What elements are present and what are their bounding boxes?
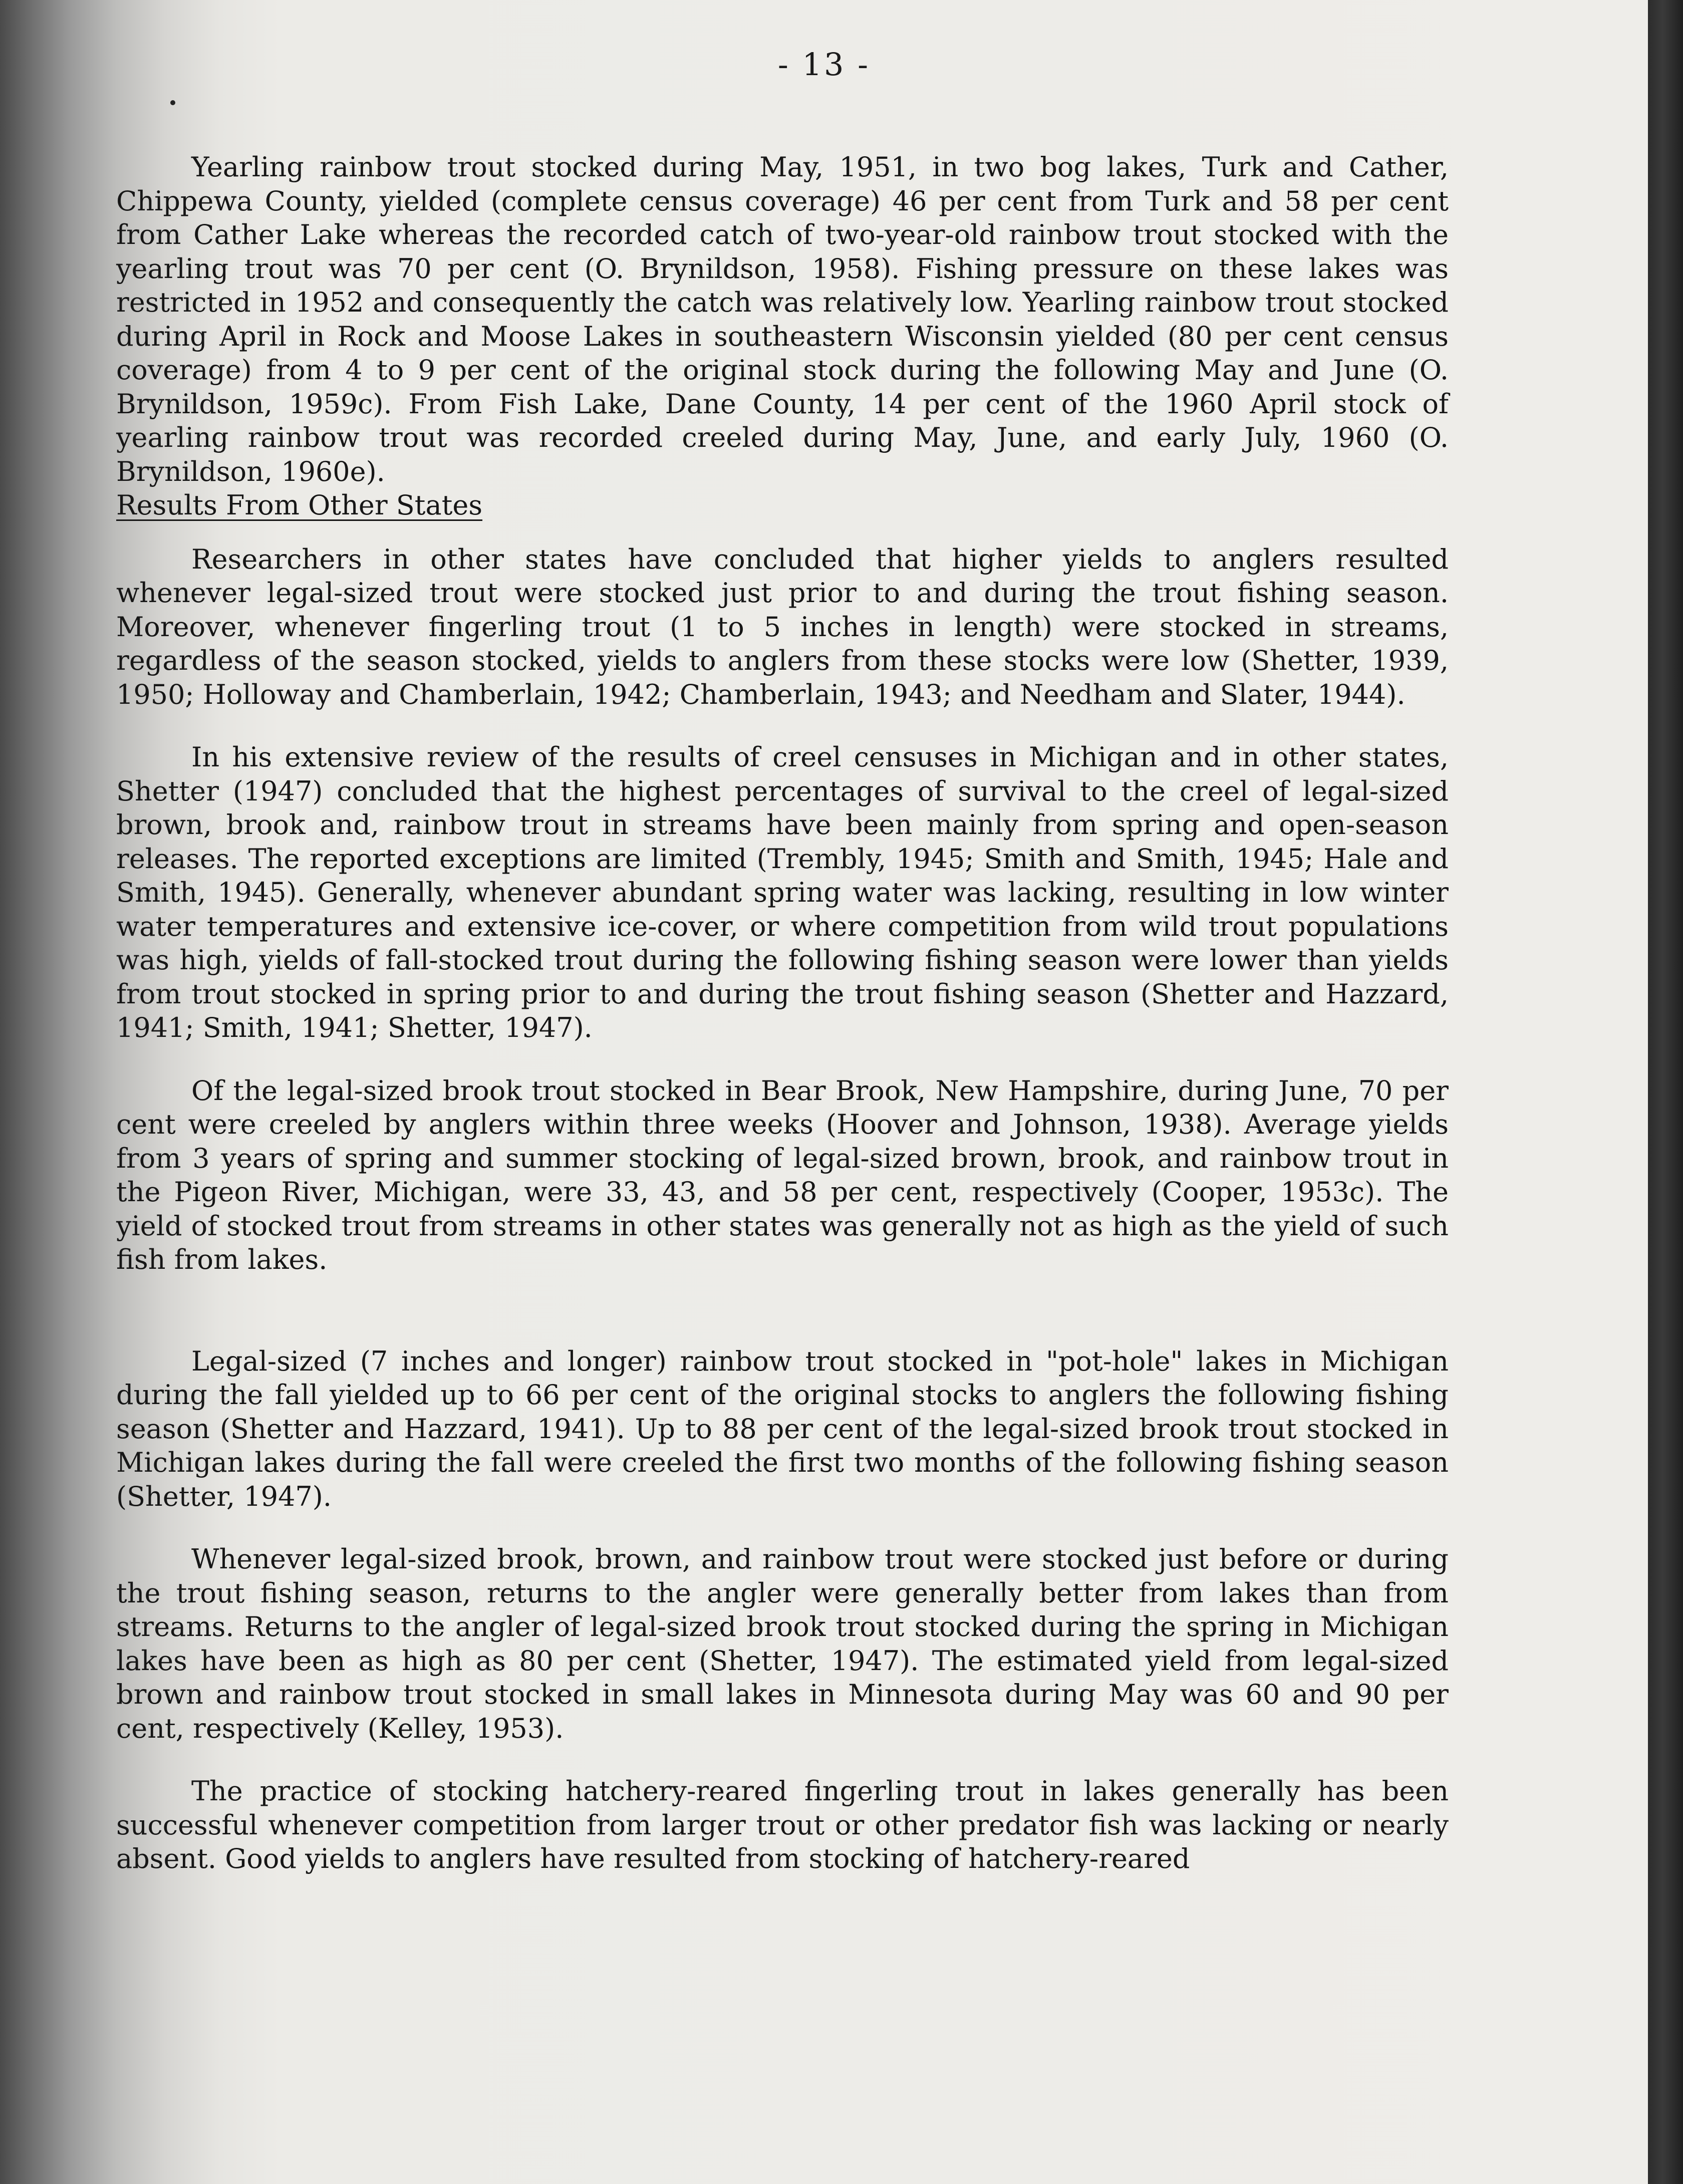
section-heading bbox=[116, 488, 1449, 522]
scan-speck bbox=[170, 100, 175, 105]
paragraph-fingerling-lakes: The practice of stocking hatchery-reared fingerling trout in lakes generally has been successful whenever competition from larger trout or other predator fish was lacking or nearly absent. Good yields to anglers have resulted from stocking of hatchery-reared bbox=[116, 1775, 1449, 1874]
paragraph-lakes-vs-streams: Whenever legal-sized brook, brown, and rainbow trout were stocked just before or during the trout fishing season, returns to the angler were generally better from lakes than from streams. Returns to the angler of legal-sized brook trout stocked during the spring in Michigan lakes have been as high as 80 per cent (Shetter, 1947). The estimated yield from legal-sized brown and rainbow trout stocked in small lakes in Minnesota during May was 60 and 90 per cent, respectively (Kelley, 1953). bbox=[116, 1543, 1449, 1744]
paragraph-yearling-rainbow: Yearling rainbow trout stocked during May, 1951, in two bog lakes, Turk and Cather, Chippewa County, yielded (complete census coverage) 46 per cent from Turk and 58 per cent from Cather Lake whereas the recorded catch of two-year-old rainbow trout stocked with the yearling trout was 70 per cent (O. Brynildson, 1958). Fishing pressure on these lakes was restricted in 1952 and consequently the catch was relatively low. Yearling rainbow trout stocked during April in Rock and Moose Lakes in southeastern Wisconsin yielded (80 per cent census coverage) from 4 to 9 per cent of the original stock during the following May and June (O. Brynildson, 1959c). From Fish Lake, Dane County, 14 per cent of the 1960 April stock of yearling rainbow trout was recorded creeled during May, June, and early July, 1960 (O. Brynildson, 1960e). bbox=[116, 151, 1449, 487]
paragraph-researchers: Researchers in other states have concluded that higher yields to anglers resulted whenever legal-sized trout were stocked just prior to and during the trout fishing season. Moreover, whenever fingerling trout (1 to 5 inches in length) were stocked in streams, regardless of the season stocked, yields to anglers from these stocks were low (Shetter, 1939, 1950; Holloway and Chamberlain, 1942; Chamberlain, 1943; and Needham and Slater, 1944). bbox=[116, 543, 1449, 710]
paragraph-pot-hole-lakes: Legal-sized (7 inches and longer) rainbow trout stocked in "pot-hole" lakes in Michigan during the fall yielded up to 66 per cent of the original stocks to anglers the following fishing season (Shetter and Hazzard, 1941). Up to 88 per cent of the legal-sized brook trout stocked in Michigan lakes during the fall were creeled the first two months of the following fishing season (Shetter, 1947). bbox=[116, 1345, 1449, 1512]
paragraph-shetter-review: In his extensive review of the results of creel censuses in Michigan and in other states, Shetter (1947) concluded that the highest percentages of survival to the creel of legal-sized brown, brook and, rainbow trout in streams have been mainly from spring and open-season releases. The reported exceptions are limited (Trembly, 1945; Smith and Smith, 1945; Hale and Smith, 1945). Generally, whenever abundant spring water was lacking, resulting in low winter water temperatures and extensive ice-cover, or where competition from wild trout populations was high, yields of fall-stocked trout during the following fishing season were lower than yields from trout stocked in spring prior to and during the trout fishing season (Shetter and Hazzard, 1941; Smith, 1941; Shetter, 1947). bbox=[116, 741, 1449, 1043]
page-number: - 13 - bbox=[777, 46, 871, 83]
section-heading-text: Results From Other States bbox=[116, 489, 483, 521]
binding-edge bbox=[1648, 0, 1683, 2184]
body-text bbox=[116, 150, 1449, 1876]
paragraph-bear-brook: Of the legal-sized brook trout stocked in Bear Brook, New Hampshire, during June, 70 per cent were creeled by anglers within three weeks (Hoover and Johnson, 1938). Average yields from 3 years of spring and summer stocking of legal-sized brown, brook, and rainbow trout in the Pigeon River, Michigan, were 33, 43, and 58 per cent, respectively (Cooper, 1953c). The yield of stocked trout from streams in other states was generally not as high as the yield of such fish from lakes. bbox=[116, 1074, 1449, 1275]
